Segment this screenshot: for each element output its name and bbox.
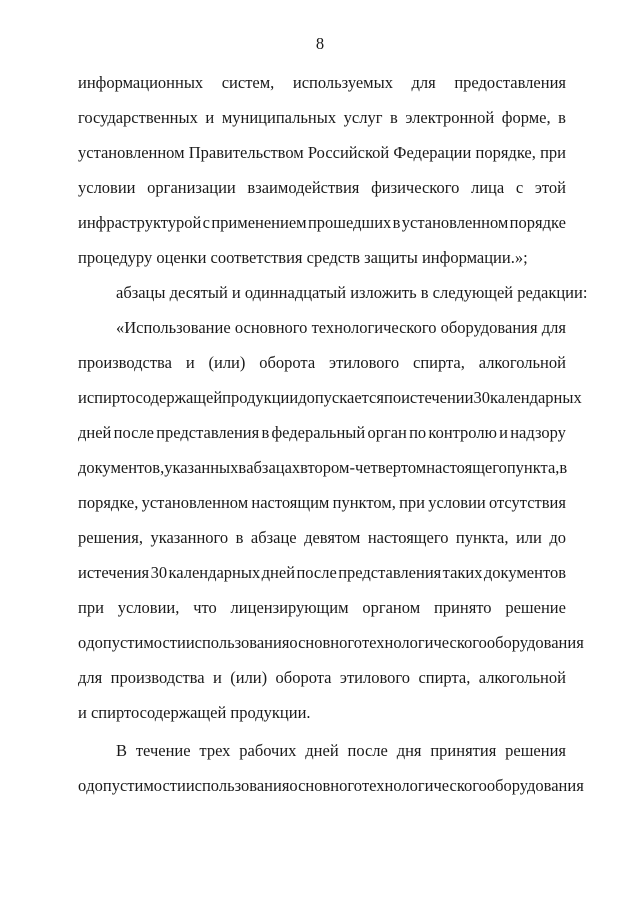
word: порядке	[509, 213, 566, 232]
word: дней	[78, 423, 112, 442]
word: и	[78, 388, 87, 407]
word: инфраструктурой	[78, 213, 202, 232]
word: спирта,	[418, 668, 471, 687]
word: указанного	[150, 528, 229, 547]
text-line: процедуру оценки соответствия средств защиты информации.»;	[78, 248, 528, 267]
word: дней	[261, 563, 296, 582]
word: документов	[483, 563, 566, 582]
word: допустимости	[86, 776, 186, 795]
word: принято	[433, 598, 492, 617]
word: основного	[289, 633, 362, 652]
text-line	[78, 776, 584, 796]
text-line	[78, 423, 566, 443]
word: 30	[473, 388, 490, 407]
text-line	[78, 213, 566, 233]
word: оборудования	[440, 318, 538, 337]
word: физического	[371, 178, 460, 197]
word: основного	[289, 776, 362, 795]
word: что	[193, 598, 217, 617]
word: в	[558, 108, 566, 127]
word: допускается	[298, 388, 384, 407]
word: абзацах	[246, 458, 301, 477]
word: спиртосодержащей	[86, 388, 223, 407]
text-line	[78, 668, 566, 688]
text-line	[78, 388, 582, 408]
text-line	[78, 73, 566, 93]
word: решение	[505, 598, 566, 617]
word: услуг	[343, 108, 383, 127]
word: после	[296, 563, 337, 582]
word: Федерации	[393, 143, 472, 162]
word: «Использование	[116, 318, 231, 337]
word: производства	[110, 668, 205, 687]
word: информационных	[78, 73, 204, 92]
text-line	[78, 458, 566, 478]
word: использования	[185, 633, 290, 652]
word: условии,	[117, 598, 180, 617]
word: 30	[150, 563, 168, 582]
word: после	[113, 423, 154, 442]
word: и	[205, 108, 215, 127]
word: (или)	[230, 668, 268, 687]
word: государственных	[78, 108, 198, 127]
word: оборудования	[486, 633, 584, 652]
text-line	[116, 741, 566, 761]
text-line	[78, 353, 566, 373]
text-line	[116, 318, 566, 338]
word: по	[409, 423, 427, 442]
word: порядке,	[78, 493, 139, 512]
word: установленном	[401, 213, 509, 232]
text-line	[78, 598, 566, 618]
word: четвертом	[354, 458, 427, 477]
word: решения,	[78, 528, 143, 547]
text-line	[78, 493, 566, 513]
word: настоящим	[251, 493, 330, 512]
word: производства	[78, 353, 172, 372]
word: -	[349, 458, 355, 477]
word: используемых	[292, 73, 393, 92]
word: истечении	[401, 388, 474, 407]
text-line	[78, 143, 566, 163]
word: федеральный	[271, 423, 366, 442]
word: по	[383, 388, 402, 407]
word: продукции	[222, 388, 299, 407]
word: трех	[199, 741, 231, 760]
text-line	[78, 563, 566, 583]
word: надзору	[510, 423, 566, 442]
word: алкогольной	[478, 668, 566, 687]
text-line	[78, 178, 566, 198]
word: о	[78, 633, 87, 652]
word: при	[78, 598, 104, 617]
word: муниципальных	[221, 108, 337, 127]
word: Правительством	[188, 143, 304, 162]
word: этой	[534, 178, 566, 197]
word: технологического	[361, 776, 487, 795]
word: систем,	[221, 73, 275, 92]
word: взаимодействия	[247, 178, 360, 197]
word: лица	[470, 178, 505, 197]
word: при	[540, 143, 566, 162]
word: допустимости	[86, 633, 186, 652]
word: лицензирующим	[230, 598, 349, 617]
text-line: абзацы десятый и одиннадцатый изложить в следующей редакции:	[116, 283, 588, 302]
word: установленном	[141, 493, 249, 512]
word: форме,	[501, 108, 551, 127]
word: в	[238, 458, 247, 477]
word: отсутствия	[488, 493, 566, 512]
word: оборота	[275, 668, 332, 687]
text-line	[78, 528, 566, 548]
word: и	[499, 423, 508, 442]
word: для	[411, 73, 436, 92]
word: дней	[305, 741, 339, 760]
word: для	[541, 318, 566, 337]
word: использования	[185, 776, 290, 795]
word: В	[116, 741, 128, 760]
word: документов,	[78, 458, 165, 477]
word: спирта,	[413, 353, 465, 372]
word: органом	[362, 598, 421, 617]
word: в	[261, 423, 270, 442]
word: после	[347, 741, 388, 760]
word: технологического	[361, 633, 487, 652]
word: электронной	[405, 108, 495, 127]
word: пунктом,	[332, 493, 396, 512]
word: условии	[428, 493, 486, 512]
word: представления	[338, 563, 442, 582]
word: технологического	[311, 318, 437, 337]
word: таких	[442, 563, 483, 582]
word: основного	[234, 318, 308, 337]
word: орган	[367, 423, 407, 442]
word: или	[515, 528, 542, 547]
text-line: и спиртосодержащей продукции.	[78, 703, 311, 722]
word: представления	[156, 423, 260, 442]
word: пункта,	[506, 458, 560, 477]
word: решения	[505, 741, 566, 760]
word: календарных	[168, 563, 261, 582]
word: пункта,	[455, 528, 509, 547]
word: контролю	[428, 423, 497, 442]
word: в	[392, 213, 401, 232]
word: принятия	[430, 741, 497, 760]
word: для	[78, 668, 103, 687]
word: о	[78, 776, 87, 795]
word: течение	[135, 741, 191, 760]
word: до	[549, 528, 566, 547]
word: этилового	[329, 353, 400, 372]
word: указанных	[164, 458, 239, 477]
word: этилового	[339, 668, 411, 687]
word: в	[559, 458, 568, 477]
page-number: 8	[315, 34, 325, 53]
word: настоящего	[426, 458, 507, 477]
word: рабочих	[239, 741, 297, 760]
word: истечения	[78, 563, 150, 582]
word: алкогольной	[478, 353, 566, 372]
word: (или)	[208, 353, 246, 372]
word: применением	[211, 213, 307, 232]
word: прошедших	[307, 213, 392, 232]
word: оборудования	[486, 776, 584, 795]
word: с	[202, 213, 210, 232]
text-line	[78, 633, 584, 653]
word: при	[399, 493, 425, 512]
word: девятом	[304, 528, 361, 547]
word: организации	[147, 178, 236, 197]
word: настоящего	[367, 528, 449, 547]
word: условии	[78, 178, 136, 197]
word: предоставления	[454, 73, 566, 92]
word: с	[515, 178, 524, 197]
text-line	[78, 108, 566, 128]
word: и	[213, 668, 222, 687]
word: порядке,	[475, 143, 536, 162]
word: оборота	[259, 353, 316, 372]
word: и	[185, 353, 195, 372]
word: в	[235, 528, 244, 547]
word: установленном	[78, 143, 185, 162]
word: Российской	[307, 143, 390, 162]
word: абзаце	[250, 528, 297, 547]
word: втором	[300, 458, 350, 477]
word: в	[390, 108, 398, 127]
word: календарных	[489, 388, 582, 407]
word: дня	[396, 741, 422, 760]
